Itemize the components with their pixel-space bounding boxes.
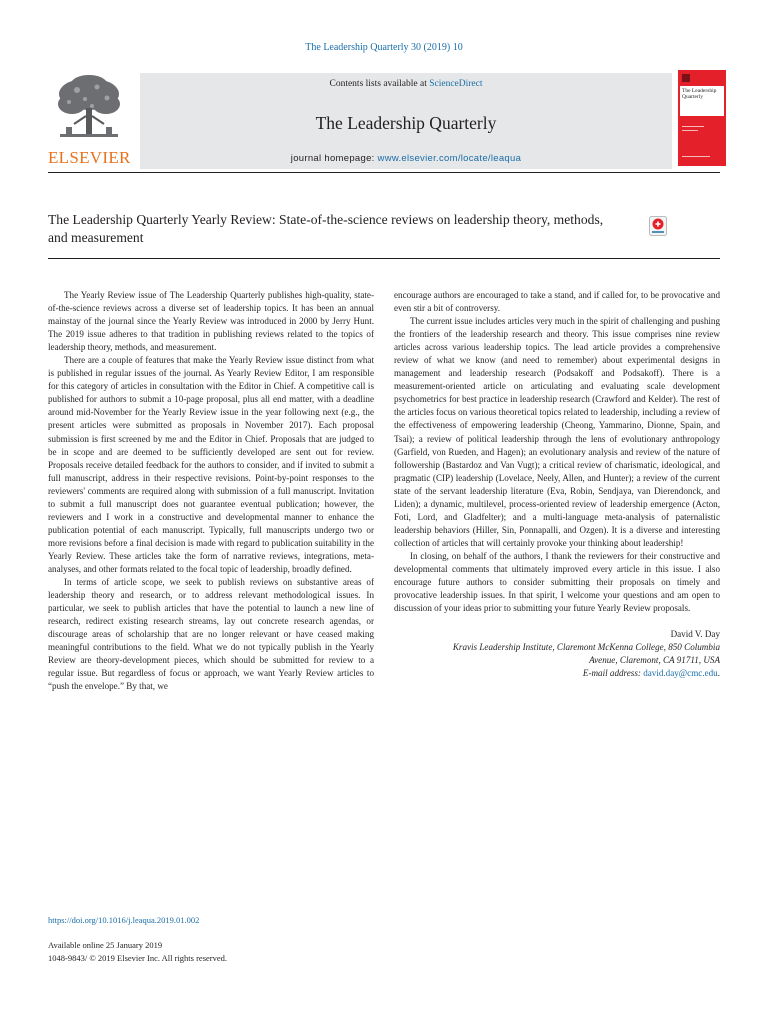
author-address: Avenue, Claremont, CA 91711, USA [589, 655, 720, 666]
doi-link[interactable]: https://doi.org/10.1016/j.leaqua.2019.01.002 [48, 915, 200, 925]
journal-homepage: journal homepage: www.elsevier.com/locate/leaqua [290, 153, 522, 164]
cover-decoration [682, 130, 698, 131]
elsevier-wordmark: ELSEVIER [48, 148, 131, 167]
cover-title: The Leadership Quarterly [682, 88, 717, 100]
copyright-notice: 1048-9843/ © 2019 Elsevier Inc. All rights reserved. [48, 953, 228, 963]
article-title: The Leadership Quarterly Yearly Review: State-of-the-science reviews on leadership theory, methods, and measurement [48, 212, 604, 245]
journal-citation[interactable] [0, 42, 768, 53]
author-affiliation: Kravis Leadership Institute, Claremont McKenna College, 850 Columbia [452, 642, 720, 653]
header-divider [48, 172, 720, 173]
body-column-right [394, 289, 720, 680]
contents-availability: Contents lists available at ScienceDirect [329, 79, 483, 89]
body-column-left [48, 289, 374, 693]
author-email: E-mail address: david.day@cmc.edu. [582, 668, 720, 679]
body-paragraph: There are a couple of features that make the Yearly Review issue distinct from what is published in regular issues of the journal. As Yearly Review Editor, I am responsible for this category of articles in consultation with the Editor in Chief. A competitive call is published for authors to submit a 10-page proposal, plus all end matter, with a deadline around mid-November for the Yearly Review issue in the year following next (e.g., the present articles were submitted as proposals in November 2017). Each proposal submission is first screened by me and the Editor in Chief. Proposals that are judged to be in scope and are deemed to be sufficiently developed are sent out for review. Proposals receive detailed feedback for the authors to consider, and if invited to submit a full manuscript, address in their respective revisions. Point-by-point responses to the reviewers' comments are required along with submission of a full manuscript. Invitation to submit a full manuscript does not guarantee eventual publication; however, the reviewers and I work in a constructive and developmental manner to enhance the publication potential of each manuscript. Typically, full manuscripts undergo two or more revisions before a final decision is made with regard to publication suitability in the Yearly Review. These articles take the form of narrative reviews, integrations, meta-analyses, and other formats related to the focal topic of leadership, broadly defined. [48, 355, 374, 574]
body-paragraph-continued: encourage authors are encouraged to take a stand, and if called for, to be provocative and even stir a bit of controversy. [394, 290, 720, 314]
body-paragraph: The current issue includes articles very much in the spirit of challenging and pushing the frontiers of the leadership research and theory. This issue comprises nine review articles across various leadership topics. The lead article provides a comprehensive review of what we know (and need to remember) about experimental designs in management and leadership research (Podsakoff and Podsakoff). There is a measurement-oriented article on articulating and evaluating scale development psychometrics for best practice in leadership research (Crawford and Kelder). The rest of the articles focus on various theoretical topics related to leadership, including a review of the effectiveness of empowering leadership (Cheong, Yammarino, Dionne, Spain, and Tsai); a review of political leadership through the lens of evolutionary anthropology (Garfield, von Rueden, and Hagen); an evolutionary analysis and review of the nature of followership (Bastardoz and Van Vugt); a critical review of charismatic, ideological, and pragmatic (CIP) leadership (Lovelace, Neely, Allen, and Hunter); a review of the current state of the servant leadership literature (Eva, Robin, Sendjaya, van Dierendonck, and Liden); a dynamic, multilevel, process-oriented review of leadership emergence (Acton, Foti, Lord, and Gladfelter); and a multi-language meta-analysis of paternalistic leadership behaviors (Hiller, Sin, Ponnapalli, and Ozgen). It is a diverse and interesting collection of articles that will certainly provoke your thinking about leadership! [394, 316, 720, 548]
elsevier-tree-logo-icon [52, 72, 126, 146]
body-paragraph: The Yearly Review issue of The Leadership Quarterly publishes high-quality, state-of-the-science reviews across a diverse set of leadership topics. It has been an annual mainstay of the journal since the Yearly Review was introduced in 2000 by Jerry Hunt. The 2019 issue adheres to that tradition in publishing reviews related to the topics of leadership theory, methods, and measurement. [48, 290, 374, 353]
email-label: E-mail address: [582, 668, 641, 679]
sciencedirect-link[interactable]: ScienceDirect [429, 79, 483, 89]
body-paragraph: In closing, on behalf of the authors, I thank the reviewers for their constructive and developmental comments that ultimately improved every article in this issue. I also encourage future authors to consider submitting their proposals on timely and provocative leadership issues. In that spirit, I welcome your questions and am open to discussion of your ideas prior to submitting your future Yearly Review proposals. [394, 550, 720, 614]
available-online: Available online 25 January 2019 [48, 940, 163, 950]
journal-header-panel [140, 73, 672, 169]
journal-masthead [48, 68, 720, 172]
author-signature [394, 628, 720, 680]
cover-logo-mark [682, 74, 690, 82]
author-name: David V. Day [670, 629, 720, 640]
elsevier-logo[interactable] [48, 68, 130, 172]
email-link[interactable]: david.day@cmc.edu [643, 668, 718, 679]
journal-title: The Leadership Quarterly [315, 113, 497, 133]
crossmark-icon[interactable] [649, 216, 667, 236]
citation-link[interactable]: The Leadership Quarterly 30 (2019) 10 [305, 42, 463, 53]
homepage-link[interactable]: www.elsevier.com/locate/leaqua [377, 153, 522, 164]
cover-decoration [682, 126, 704, 127]
journal-cover-thumbnail[interactable] [678, 70, 726, 166]
cover-decoration [682, 156, 710, 157]
body-paragraph: In terms of article scope, we seek to publish reviews on substantive areas of leadership theory and research, or to address relevant methodological issues. In particular, we seek to publish articles that have the potential to launch a new line of research, redirect existing research streams, lay out concrete research agendas, or discourage areas of scholarship that are no longer relevant or have ceased making meaningful contributions to the field. What we do not typically publish in the Yearly Review are theory-development pieces, which should be submitted for review to a regular issue. But regardless of focus or approach, we want Yearly Review articles to “push the envelope.” By that, we [48, 577, 374, 692]
title-divider [48, 258, 720, 259]
